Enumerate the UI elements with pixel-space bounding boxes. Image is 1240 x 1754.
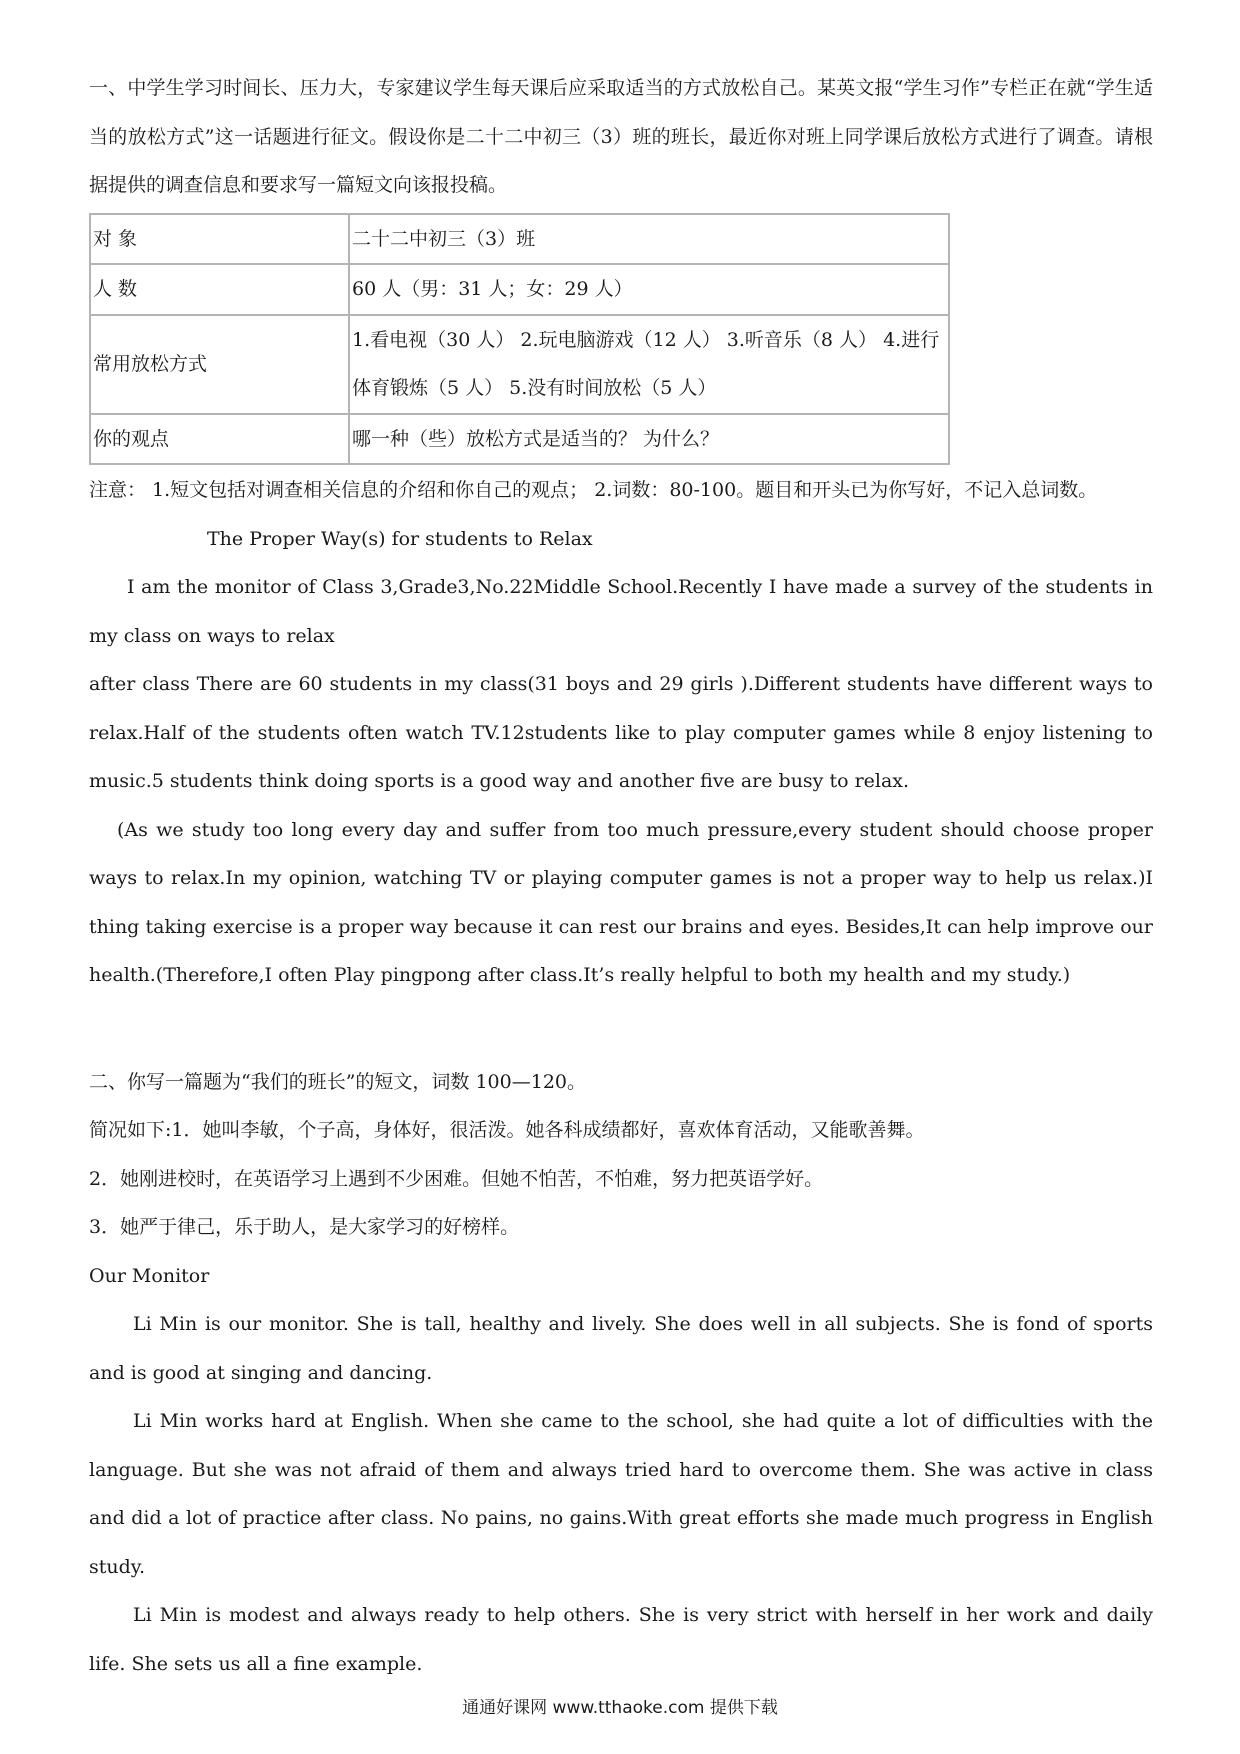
table-cell-value: 1.看电视（30 人） 2.玩电脑游戏（12 人） 3.听音乐（8 人） 4.进行体育锻炼（5 人） 5.没有时间放松（5 人） [349,315,949,414]
table-cell-value: 二十二中初三（3）班 [349,214,949,265]
essay2-paragraph: Li Min is modest and always ready to help others. She is very strict with herself in her work and daily life. She sets us all a fine example. [89,1604,1153,1675]
table-row [90,414,949,465]
essay1-title: The Proper Way(s) for students to Relax [207,527,593,550]
page-content [89,64,1153,1688]
section-spacer [89,1000,1153,1058]
table-cell-label: 你的观点 [90,414,349,465]
essay1-paragraph: (As we study too long every day and suffer from too much pressure,every student should choose proper ways to relax.In my opinion, watching TV or playing computer games is not a proper way to help us relax.)I thing taking exercise is a proper way because it can rest our brains and eyes. Besides,It can help improve our health.(Therefore,I often Play pingpong after class.It’s really helpful to both my health and my study.) [89,818,1153,986]
table-row [90,214,949,265]
essay2-title: Our Monitor [89,1264,210,1287]
table-row [90,315,949,414]
section1-note: 注意： 1.短文包括对调查相关信息的介绍和你自己的观点； 2.词数：80-100。题目和开头已为你写好，不记入总词数。 [89,479,1098,501]
section2-item: 3．她严于律己，乐于助人，是大家学习的好榜样。 [89,1216,520,1238]
survey-table [89,213,950,466]
section1-prompt: 一、中学生学习时间长、压力大，专家建议学生每天课后应采取适当的方式放松自己。某英文报“学生习作”专栏正在就“学生适当的放松方式”这一话题进行征文。假设你是二十二中初三（3）班的班长，最近你对班上同学课后放松方式进行了调查。请根据提供的调查信息和要求写一篇短文向该报投稿。 [89,77,1153,196]
section2-item: 2．她刚进校时，在英语学习上遇到不少困难。但她不怕苦，不怕难，努力把英语学好。 [89,1167,824,1190]
table-cell-label: 对 象 [90,214,349,265]
table-cell-label: 人 数 [90,264,349,315]
table-cell-value: 60 人（男：31 人；女：29 人） [349,264,949,315]
section2-prompt: 二、你写一篇题为“我们的班长”的短文，词数 100—120。 [89,1070,586,1093]
essay1-paragraph: I am the monitor of Class 3,Grade3,No.22Middle School.Recently I have made a survey of the students in my class on ways to relax [89,576,1153,647]
essay2-paragraph: Li Min is our monitor. She is tall, healthy and lively. She does well in all subjects. She is fond of sports and is good at singing and dancing. [89,1313,1153,1384]
table-row [90,264,949,315]
table-cell-value: 哪一种（些）放松方式是适当的？ 为什么？ [349,414,949,465]
essay2-paragraph: Li Min works hard at English. When she came to the school, she had quite a lot of difficulties with the language. But she was not afraid of them and always tried hard to overcome them. She was active in class and did a lot of practice after class. No pains, no gains.With great efforts she made much progress in English study. [89,1410,1153,1578]
page-footer: 通通好课网 www.tthaoke.com 提供下载 [462,1698,778,1718]
essay1-paragraph: after class There are 60 students in my class(31 boys and 29 girls ).Different students have different ways to relax.Half of the students often watch TV.12students like to play computer games while 8 enjoy listening to music.5 students think doing sports is a good way and another five are busy to relax. [89,673,1153,792]
section2-item: 简况如下:1．她叫李敏，个子高，身体好，很活泼。她各科成绩都好，喜欢体育活动，又能歌善舞。 [89,1119,925,1141]
table-cell-label: 常用放松方式 [90,315,349,414]
